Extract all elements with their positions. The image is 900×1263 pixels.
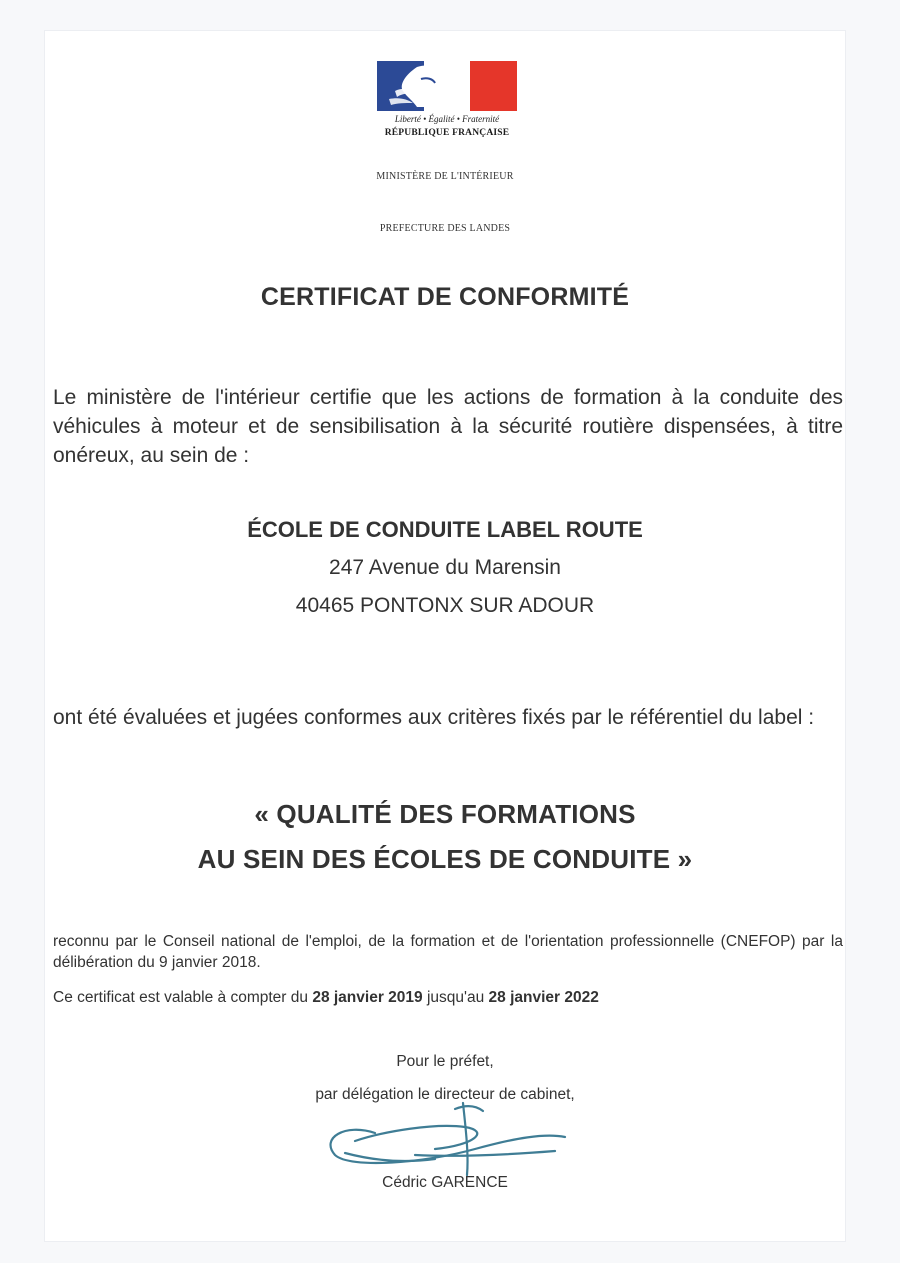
validity-start-date: 28 janvier 2019: [312, 989, 423, 1006]
recognition-paragraph: reconnu par le Conseil national de l'emploi, de la formation et de l'orientation professionnelle (CNEFOP) par la délibération du 9 janvier 2018.: [53, 933, 843, 971]
validity-statement: [53, 987, 843, 1008]
signature-line1: Pour le préfet,: [396, 1053, 494, 1070]
republic-name: RÉPUBLIQUE FRANÇAISE: [384, 128, 510, 138]
validity-middle: jusqu'au: [426, 989, 485, 1006]
signature-line2: par délégation le directeur de cabinet,: [315, 1086, 575, 1103]
certificate-page: [44, 30, 846, 1242]
validity-end-date: 28 janvier 2022: [488, 989, 599, 1006]
evaluation-paragraph: ont été évaluées et jugées conformes aux critères fixés par le référentiel du label :: [53, 706, 815, 729]
handwritten-signature-icon: [315, 1093, 575, 1183]
document-title: CERTIFICAT DE CONFORMITÉ: [260, 283, 630, 311]
organization-address-line2: 40465 PONTONX SUR ADOUR: [295, 594, 595, 617]
marianne-flag-icon: [377, 61, 517, 111]
label-title-line2: AU SEIN DES ÉCOLES DE CONDUITE »: [197, 844, 693, 874]
organization-address-line1: 247 Avenue du Marensin: [329, 556, 561, 579]
label-title-line1: « QUALITÉ DES FORMATIONS: [254, 799, 636, 829]
organization-name: ÉCOLE DE CONDUITE LABEL ROUTE: [247, 517, 643, 542]
validity-prefix: Ce certificat est valable à compter du: [53, 989, 309, 1006]
signatory-name: Cédric GARENCE: [382, 1174, 508, 1191]
republique-francaise-logo: [377, 61, 517, 176]
ministry-name: MINISTÈRE DE L'INTÉRIEUR: [376, 171, 514, 182]
prefecture-name: PREFECTURE DES LANDES: [379, 223, 511, 234]
intro-paragraph: Le ministère de l'intérieur certifie que les actions de formation à la conduite des véhicules à moteur et de sensibilisation à la sécurité routière dispensées, à titre onéreux, au sein de :: [53, 386, 843, 467]
republic-motto: Liberté • Égalité • Fraternité: [394, 114, 500, 124]
